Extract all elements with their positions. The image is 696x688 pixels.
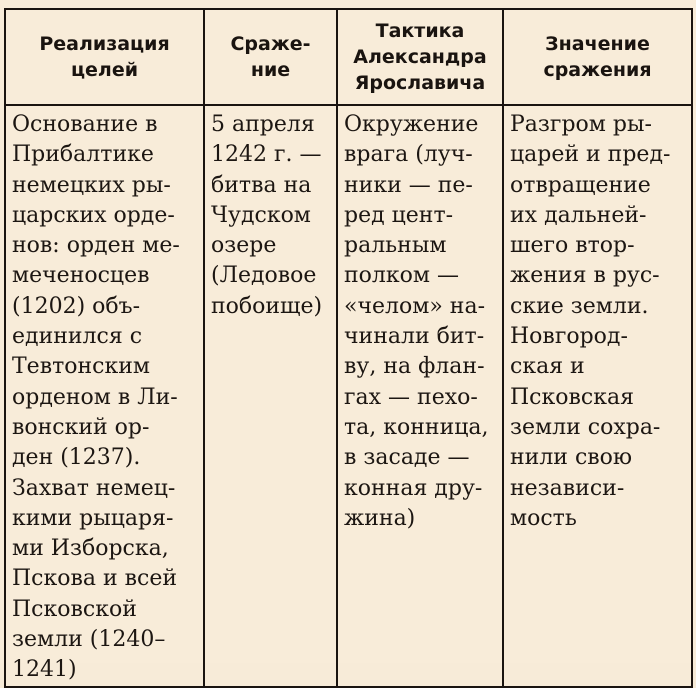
cell-line: озере: [211, 233, 277, 259]
cell-line: Чудском: [211, 202, 311, 228]
cell-line: Тевтонским: [12, 354, 151, 380]
cell-line: царских орде-: [12, 202, 175, 228]
header-significance-line: Значение: [545, 33, 650, 55]
cell-line: меченосцев: [12, 263, 150, 289]
header-battle-line: ние: [250, 59, 291, 81]
cell-line: побоище): [211, 293, 323, 319]
cell-battle: [204, 105, 337, 687]
cell-line: орденом в Ли-: [12, 384, 178, 410]
header-tactics-line: Александра: [353, 46, 487, 68]
header-tactics: [337, 9, 503, 105]
cell-line: гах — пехо-: [344, 384, 478, 410]
cell-line: Пскова и всей: [12, 566, 178, 592]
cell-line: ву, на флан-: [344, 354, 485, 380]
cell-line: Разгром ры-: [510, 112, 652, 137]
header-tactics-line: Ярославича: [354, 72, 486, 94]
cell-line: 5 апреля: [211, 112, 315, 137]
cell-line: царей и пред-: [510, 142, 671, 168]
cell-line: (Ледовое: [211, 263, 317, 289]
cell-line: ред цент-: [344, 202, 454, 228]
cell-line: полком —: [344, 263, 459, 289]
cell-line: шего втор-: [510, 233, 635, 259]
cell-line: Псковской: [12, 596, 137, 622]
cell-line: ральным: [344, 233, 447, 259]
header-significance: [503, 9, 692, 105]
cell-line: кими рыцаря-: [12, 505, 174, 531]
header-goals: [5, 9, 204, 105]
cell-line: жина): [344, 505, 416, 531]
cell-line: (1202) объ-: [12, 293, 141, 319]
cell-line: та, конница,: [344, 414, 489, 440]
table-row: [5, 105, 692, 687]
cell-line: ские земли.: [510, 293, 649, 319]
cell-line: Захват немец-: [12, 475, 176, 501]
cell-line: ники — пе-: [344, 172, 473, 198]
cell-tactics: [337, 105, 503, 687]
cell-line: «челом» на-: [344, 293, 486, 319]
cell-line: жения в рус-: [510, 263, 660, 289]
header-battle: [204, 9, 337, 105]
cell-line: конная дру-: [344, 475, 483, 501]
cell-line: Новгород-: [510, 324, 628, 350]
cell-significance: [503, 105, 692, 687]
cell-line: вонский ор-: [12, 414, 150, 440]
history-table: [4, 8, 693, 688]
header-row: [5, 9, 692, 105]
cell-line: битва на: [211, 172, 312, 198]
cell-line: врага (луч-: [344, 142, 473, 168]
cell-line: их дальней-: [510, 202, 647, 228]
header-battle-line: Сраже-: [230, 33, 311, 55]
cell-line: ден (1237).: [12, 445, 141, 471]
cell-line: нили свою: [510, 445, 633, 471]
cell-line: в засаде —: [344, 445, 470, 471]
cell-line: немецких ры-: [12, 172, 171, 198]
cell-line: нов: орден ме-: [12, 233, 180, 259]
cell-line: чинали бит-: [344, 324, 485, 350]
cell-line: ская и: [510, 354, 585, 380]
header-significance-line: сражения: [543, 59, 652, 81]
cell-line: 1242 г. —: [211, 142, 322, 168]
cell-line: Основание в: [12, 112, 158, 137]
header-goals-line: Реализация: [39, 33, 170, 55]
cell-line: Окружение: [344, 112, 479, 137]
cell-line: Псковская: [510, 384, 634, 410]
cell-line: единился с: [12, 324, 143, 350]
cell-goals: [5, 105, 204, 687]
cell-line: ми Изборска,: [12, 536, 169, 562]
cell-line: Прибалтике: [12, 142, 154, 168]
cell-line: земли сохра-: [510, 414, 661, 440]
cell-line: отвращение: [510, 172, 651, 198]
cell-line: земли (1240–: [12, 627, 166, 653]
cell-line: мость: [510, 505, 577, 531]
cell-line: независи-: [510, 475, 625, 501]
header-goals-line: целей: [70, 59, 139, 81]
header-tactics-line: Тактика: [375, 20, 465, 42]
cell-line: 1241): [12, 657, 77, 683]
